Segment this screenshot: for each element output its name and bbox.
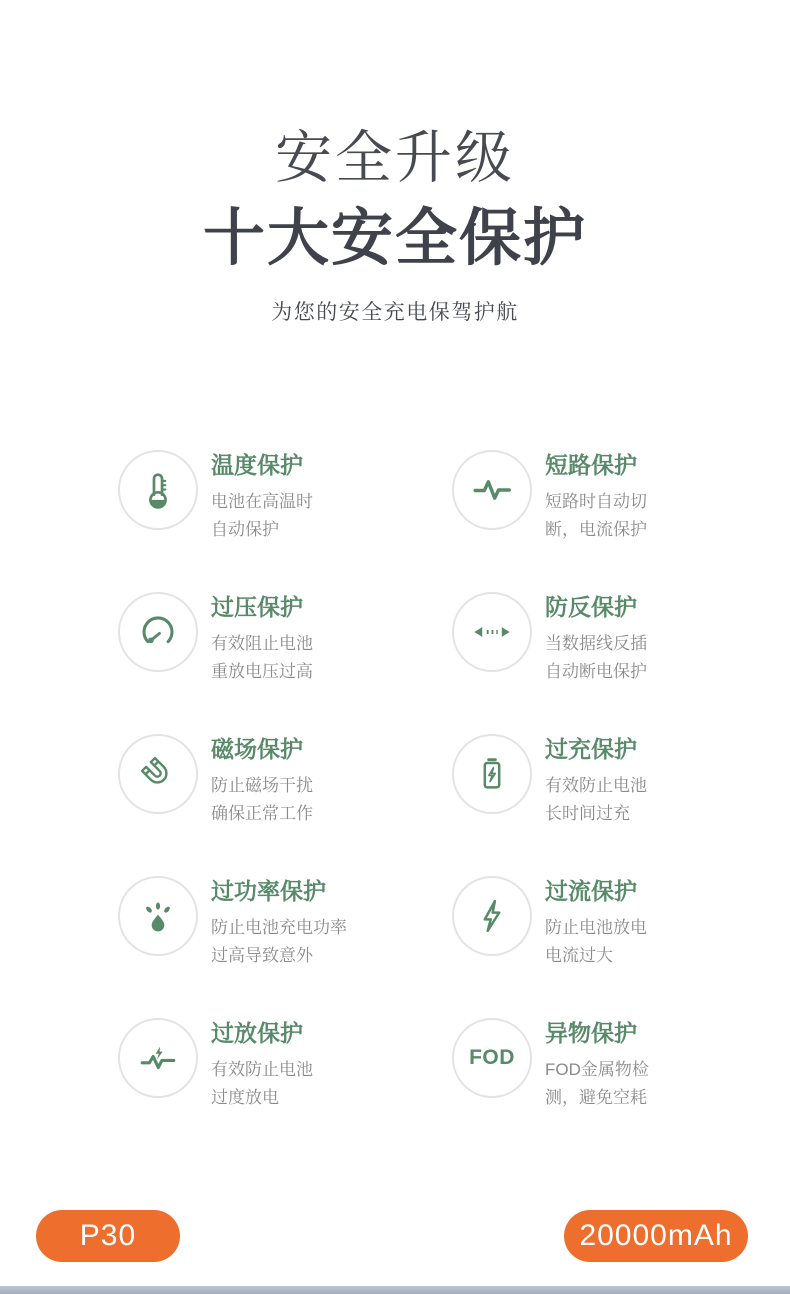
feature-title: 过压保护 (211, 594, 303, 620)
battery-charge-icon (469, 751, 515, 797)
title-line2: 十大安全保护 (202, 204, 587, 273)
feature-text (211, 1017, 313, 1112)
feature-text (545, 591, 647, 686)
feature-text (545, 1017, 649, 1112)
feature-title: 磁场保护 (211, 736, 303, 762)
feature-text (211, 875, 347, 970)
feature-desc-line1: FOD金属物检 (545, 1060, 649, 1079)
icon-circle (452, 876, 532, 956)
feature-text (545, 875, 647, 970)
feature-title: 温度保护 (211, 452, 303, 478)
feature-desc-line1: 防止磁场干扰 (211, 776, 313, 795)
feature-overcurrent-protection (452, 876, 786, 965)
feature-text (211, 591, 313, 686)
feature-title: 过功率保护 (211, 878, 326, 904)
title-line1: 安全升级 (275, 126, 515, 190)
feature-title: 过充保护 (545, 736, 637, 762)
icon-circle (118, 876, 198, 956)
pulse-lightning-icon (135, 1035, 181, 1081)
reverse-arrows-icon (469, 609, 515, 655)
feature-desc-line1: 有效阻止电池 (211, 634, 313, 653)
droplet-splash-icon (135, 893, 181, 939)
feature-desc-line2: 测，避免空耗 (545, 1088, 647, 1107)
lightning-icon (469, 893, 515, 939)
feature-short-circuit-protection (452, 450, 786, 539)
feature-desc-line2: 过度放电 (211, 1088, 279, 1107)
magnet-icon (135, 751, 181, 797)
feature-title: 异物保护 (545, 1020, 637, 1046)
icon-circle (118, 1018, 198, 1098)
feature-desc-line1: 短路时自动切 (545, 492, 647, 511)
feature-desc-line2: 电流过大 (545, 946, 613, 965)
feature-desc-line2: 确保正常工作 (211, 804, 313, 823)
feature-desc-line2: 自动保护 (211, 520, 279, 539)
feature-overvoltage-protection (118, 592, 452, 681)
icon-circle (118, 734, 198, 814)
feature-overpower-protection (118, 876, 452, 965)
feature-desc-line1: 防止电池放电 (545, 918, 647, 937)
icon-circle (118, 592, 198, 672)
feature-title: 过放保护 (211, 1020, 303, 1046)
feature-text (211, 449, 313, 544)
feature-desc-line2: 自动断电保护 (545, 662, 647, 681)
feature-text (545, 449, 647, 544)
feature-title: 短路保护 (545, 452, 637, 478)
gauge-icon (135, 609, 181, 655)
icon-circle (118, 450, 198, 530)
feature-desc-line2: 断，电流保护 (545, 520, 647, 539)
feature-overdischarge-protection (118, 1018, 452, 1107)
feature-desc-line1: 有效防止电池 (545, 776, 647, 795)
subtitle: 为您的安全充电保驾护航 (271, 301, 519, 324)
icon-circle (452, 1018, 532, 1098)
feature-desc-line1: 当数据线反插 (545, 634, 647, 653)
feature-desc-line2: 过高导致意外 (211, 946, 313, 965)
icon-circle (452, 592, 532, 672)
feature-desc-line1: 电池在高温时 (211, 492, 313, 511)
icon-circle (452, 734, 532, 814)
feature-title: 防反保护 (545, 594, 637, 620)
feature-text (211, 733, 313, 828)
feature-desc-line2: 长时间过充 (545, 804, 630, 823)
feature-overcharge-protection (452, 734, 786, 823)
feature-desc-line2: 重放电压过高 (211, 662, 313, 681)
feature-foreign-object-protection (452, 1018, 786, 1107)
icon-circle (452, 450, 532, 530)
fod-text-icon: FOD (469, 1046, 515, 1069)
protection-grid (118, 450, 786, 1107)
pulse-icon (469, 467, 515, 513)
feature-reverse-protection (452, 592, 786, 681)
feature-desc-line1: 防止电池充电功率 (211, 918, 347, 937)
bottom-divider-bar (0, 1286, 790, 1294)
feature-magnetic-field-protection (118, 734, 452, 823)
feature-temperature-protection (118, 450, 452, 539)
feature-text (545, 733, 647, 828)
feature-desc-line1: 有效防止电池 (211, 1060, 313, 1079)
feature-title: 过流保护 (545, 878, 637, 904)
capacity-badge: 20000mAh (564, 1210, 748, 1262)
thermometer-icon (135, 467, 181, 513)
model-badge: P30 (36, 1210, 180, 1262)
